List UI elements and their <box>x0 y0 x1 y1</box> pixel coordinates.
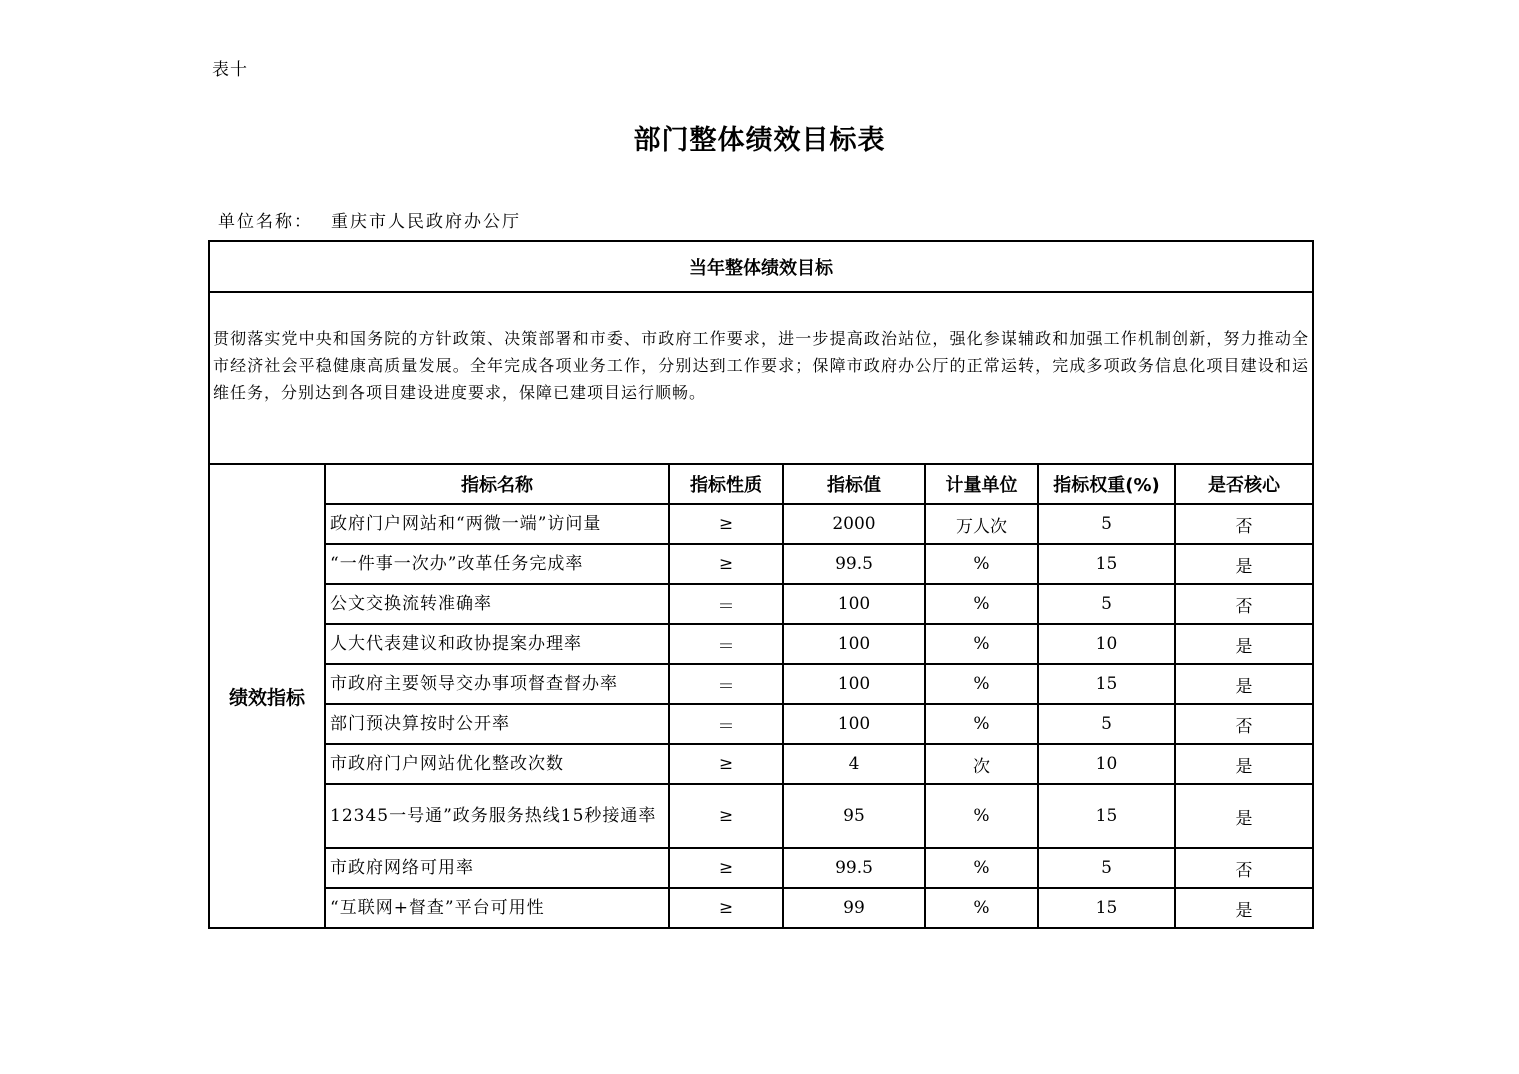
indicator-weight-cell: 10 <box>1038 624 1175 664</box>
indicator-value-cell: 100 <box>783 624 925 664</box>
column-header-unit: 计量单位 <box>925 464 1038 504</box>
indicator-value-cell: 100 <box>783 584 925 624</box>
indicator-nature-cell: ＝ <box>669 664 783 704</box>
indicator-nature-cell: ≥ <box>669 784 783 848</box>
column-header-core: 是否核心 <box>1175 464 1313 504</box>
indicator-nature-cell: ≥ <box>669 848 783 888</box>
indicator-unit-cell: % <box>925 544 1038 584</box>
table-row <box>209 544 1313 584</box>
table-row <box>209 504 1313 544</box>
indicator-unit-cell: % <box>925 704 1038 744</box>
indicator-unit-cell: % <box>925 664 1038 704</box>
indicator-value-cell: 2000 <box>783 504 925 544</box>
column-header-weight: 指标权重(%) <box>1038 464 1175 504</box>
unit-value: 重庆市人民政府办公厅 <box>331 212 521 232</box>
indicator-name-cell: “互联网+督查”平台可用性 <box>325 888 669 928</box>
indicator-weight-cell: 10 <box>1038 744 1175 784</box>
indicator-core-cell: 是 <box>1175 744 1313 784</box>
column-header-name: 指标名称 <box>325 464 669 504</box>
indicator-value-cell: 99.5 <box>783 848 925 888</box>
table-row <box>209 664 1313 704</box>
indicator-weight-cell: 5 <box>1038 584 1175 624</box>
page-title: 部门整体绩效目标表 <box>633 125 886 156</box>
indicator-core-cell: 是 <box>1175 544 1313 584</box>
indicator-weight-cell: 5 <box>1038 504 1175 544</box>
indicator-name-cell: 市政府门户网站优化整改次数 <box>325 744 669 784</box>
indicator-weight-cell: 15 <box>1038 544 1175 584</box>
indicator-nature-cell: ≥ <box>669 888 783 928</box>
indicator-unit-cell: % <box>925 784 1038 848</box>
table-row <box>209 784 1313 848</box>
table-row <box>209 624 1313 664</box>
indicator-weight-cell: 5 <box>1038 704 1175 744</box>
indicator-name-cell: 12345一号通”政务服务热线15秒接通率 <box>325 784 669 848</box>
table-number: 表十 <box>212 60 248 80</box>
indicator-name-cell: 市政府网络可用率 <box>325 848 669 888</box>
indicator-unit-cell: % <box>925 584 1038 624</box>
indicator-nature-cell: ＝ <box>669 704 783 744</box>
indicator-name-cell: 部门预决算按时公开率 <box>325 704 669 744</box>
indicator-unit-cell: 万人次 <box>925 504 1038 544</box>
indicator-name-cell: 政府门户网站和“两微一端”访问量 <box>325 504 669 544</box>
indicator-core-cell: 是 <box>1175 664 1313 704</box>
indicator-core-cell: 是 <box>1175 624 1313 664</box>
indicator-name-cell: 人大代表建议和政协提案办理率 <box>325 624 669 664</box>
indicator-unit-cell: % <box>925 848 1038 888</box>
indicator-core-cell: 否 <box>1175 504 1313 544</box>
indicator-weight-cell: 5 <box>1038 848 1175 888</box>
indicator-name-cell: 市政府主要领导交办事项督查督办率 <box>325 664 669 704</box>
table-row <box>209 584 1313 624</box>
indicator-nature-cell: ≥ <box>669 504 783 544</box>
indicator-nature-cell: ＝ <box>669 624 783 664</box>
indicator-core-cell: 否 <box>1175 848 1313 888</box>
indicator-core-cell: 否 <box>1175 704 1313 744</box>
indicator-value-cell: 99 <box>783 888 925 928</box>
indicator-nature-cell: ＝ <box>669 584 783 624</box>
table-row <box>209 888 1313 928</box>
indicator-weight-cell: 15 <box>1038 664 1175 704</box>
table-row <box>209 848 1313 888</box>
column-header-nature: 指标性质 <box>669 464 783 504</box>
indicator-core-cell: 否 <box>1175 584 1313 624</box>
table-row <box>209 704 1313 744</box>
indicator-name-cell: 公文交换流转准确率 <box>325 584 669 624</box>
unit-label: 单位名称： <box>218 212 313 232</box>
indicator-unit-cell: 次 <box>925 744 1038 784</box>
annual-goal-text: 贯彻落实党中央和国务院的方针政策、决策部署和市委、市政府工作要求，进一步提高政治站位，强化参谋辅政和加强工作机制创新，努力推动全市经济社会平稳健康高质量发展。全年完成各项业务工作，分别达到工作要求；保障市政府办公厅的正常运转，完成多项政务信息化项目建设和运维任务，分别达到各项目建设进度要求，保障已建项目运行顺畅。 <box>209 292 1313 464</box>
indicator-weight-cell: 15 <box>1038 784 1175 848</box>
indicator-nature-cell: ≥ <box>669 544 783 584</box>
table-row <box>209 744 1313 784</box>
indicator-unit-cell: % <box>925 624 1038 664</box>
unit-line <box>218 207 521 232</box>
indicator-nature-cell: ≥ <box>669 744 783 784</box>
indicator-value-cell: 4 <box>783 744 925 784</box>
indicator-unit-cell: % <box>925 888 1038 928</box>
indicator-core-cell: 是 <box>1175 784 1313 848</box>
indicator-name-cell: “一件事一次办”改革任务完成率 <box>325 544 669 584</box>
indicator-value-cell: 95 <box>783 784 925 848</box>
indicator-value-cell: 99.5 <box>783 544 925 584</box>
column-header-value: 指标值 <box>783 464 925 504</box>
indicator-core-cell: 是 <box>1175 888 1313 928</box>
indicator-group-label: 绩效指标 <box>209 464 325 928</box>
performance-table <box>208 240 1314 929</box>
indicator-value-cell: 100 <box>783 664 925 704</box>
annual-goal-heading: 当年整体绩效目标 <box>209 241 1313 292</box>
indicator-weight-cell: 15 <box>1038 888 1175 928</box>
indicator-value-cell: 100 <box>783 704 925 744</box>
